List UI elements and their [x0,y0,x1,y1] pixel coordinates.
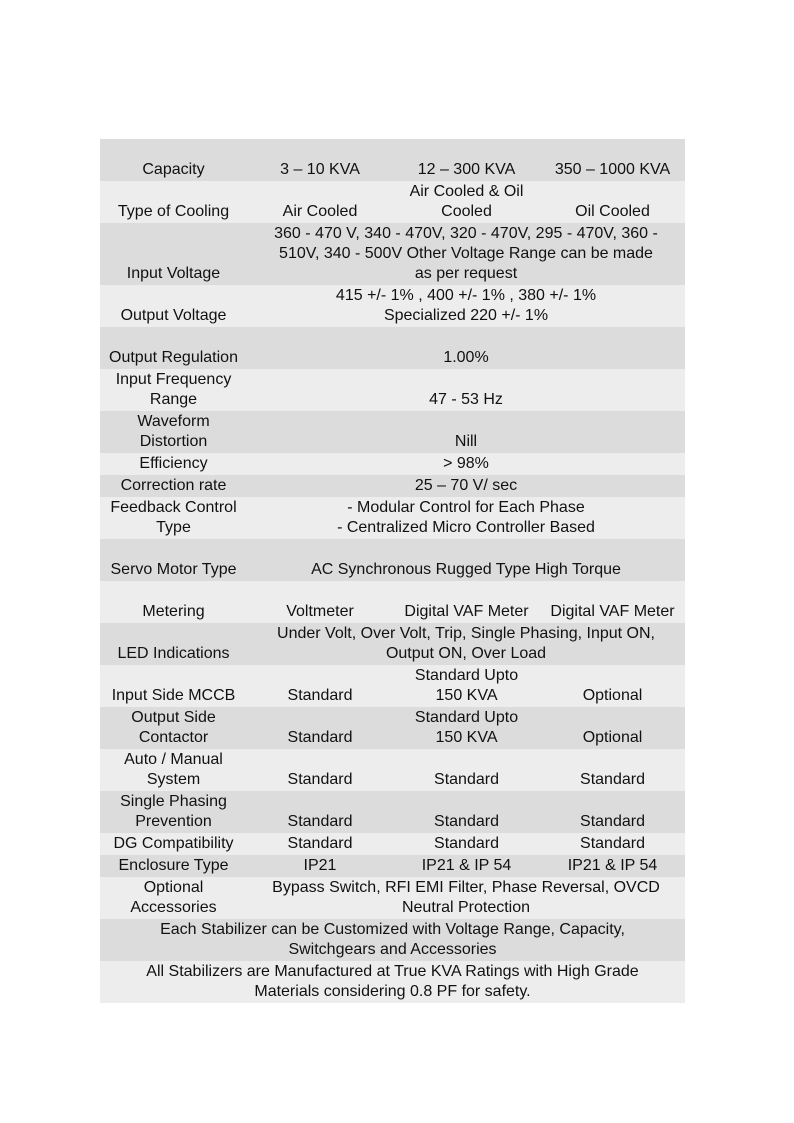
cell-3-10kva: IP21 [303,857,337,874]
row-label: Input Voltage [126,265,221,282]
row-optional-accessories [100,877,685,919]
row-label: DG Compatibility [113,835,234,852]
row-label: Output Voltage [120,307,227,324]
row-value: 360 - 470 V, 340 - 470V, 320 - 470V, 295 - 470V, 360 - 510V, 340 - 500V Other Voltage Range can be made as per request [274,225,658,282]
specifications-table [100,139,685,1003]
row-label: Type of Cooling [117,203,230,220]
kva-rating-note: All Stabilizers are Manufactured at True KVA Ratings with High Grade Materials considering 0.8 PF for safety. [146,963,639,1000]
row-input-frequency-range [100,369,685,411]
cell-12-300kva: IP21 & IP 54 [421,857,512,874]
row-waveform-distortion [100,411,685,453]
cell-350-1000kva: Oil Cooled [575,203,650,220]
row-customization-note [100,919,685,961]
row-kva-rating-note [100,961,685,1003]
row-value: 1.00% [443,349,489,366]
cell-12-300kva: Air Cooled & Oil Cooled [409,183,524,220]
row-type-of-cooling [100,181,685,223]
row-output-regulation [100,327,685,369]
row-label: Efficiency [139,455,208,472]
row-label: Waveform Distortion [137,413,210,450]
row-input-side-mccb [100,665,685,707]
row-label: Single Phasing Prevention [120,793,227,830]
row-correction-rate [100,475,685,497]
row-enclosure-type [100,855,685,877]
cell-350-1000kva: 350 – 1000 KVA [554,161,671,178]
cell-3-10kva: Air Cooled [282,203,358,220]
row-value: Bypass Switch, RFI EMI Filter, Phase Reversal, OVCD Neutral Protection [272,879,660,916]
cell-350-1000kva: Optional [582,687,643,704]
cell-12-300kva: Standard [434,813,499,830]
row-value: Under Volt, Over Volt, Trip, Single Phasing, Input ON, Output ON, Over Load [277,625,655,662]
row-label: Servo Motor Type [110,561,237,578]
cell-350-1000kva: Standard [580,835,645,852]
row-label: Capacity [142,161,205,178]
row-capacity [100,139,685,181]
row-label: Input Side MCCB [111,687,236,704]
row-value: 25 – 70 V/ sec [414,477,518,494]
row-value: 47 - 53 Hz [429,391,503,408]
cell-12-300kva: Standard [434,771,499,788]
row-value: Nill [454,433,478,450]
row-value: > 98% [443,455,489,472]
row-output-side-contactor [100,707,685,749]
row-label: Output Side Contactor [131,709,216,746]
cell-350-1000kva: Standard [580,771,645,788]
cell-12-300kva: 12 – 300 KVA [417,161,516,178]
cell-12-300kva: Standard Upto 150 KVA [414,667,519,704]
row-label: Optional Accessories [130,879,217,916]
row-value: AC Synchronous Rugged Type High Torque [311,561,621,578]
row-label: Auto / Manual System [124,751,223,788]
row-feedback-control-type [100,497,685,539]
row-input-voltage [100,223,685,285]
cell-350-1000kva: Optional [582,729,643,746]
row-servo-motor-type [100,539,685,581]
cell-3-10kva: Standard [287,835,353,852]
cell-350-1000kva: IP21 & IP 54 [567,857,658,874]
cell-350-1000kva: Digital VAF Meter [550,603,675,620]
row-led-indications [100,623,685,665]
row-label: Enclosure Type [118,857,229,874]
row-label: Metering [142,603,205,620]
cell-3-10kva: Standard [287,729,353,746]
customization-note: Each Stabilizer can be Customized with Voltage Range, Capacity, Switchgears and Accessories [160,921,625,958]
row-label: Feedback Control Type [110,499,237,536]
row-value: - Modular Control for Each Phase - Centralized Micro Controller Based [337,499,595,536]
row-label: Input Frequency Range [115,371,232,408]
cell-12-300kva: Standard [434,835,499,852]
row-metering [100,581,685,623]
cell-3-10kva: Standard [287,813,353,830]
cell-3-10kva: Voltmeter [286,603,354,620]
cell-3-10kva: Standard [287,687,353,704]
row-single-phasing-prevention [100,791,685,833]
cell-12-300kva: Standard Upto 150 KVA [414,709,519,746]
row-output-voltage [100,285,685,327]
cell-3-10kva: 3 – 10 KVA [280,161,360,178]
row-auto-manual-system [100,749,685,791]
cell-12-300kva: Digital VAF Meter [404,603,529,620]
row-label: Correction rate [120,477,227,494]
cell-350-1000kva: Standard [580,813,645,830]
cell-3-10kva: Standard [287,771,353,788]
row-value: 415 +/- 1% , 400 +/- 1% , 380 +/- 1% Specialized 220 +/- 1% [335,287,597,324]
row-efficiency [100,453,685,475]
row-label: Output Regulation [109,349,238,366]
row-label: LED Indications [117,645,230,662]
row-dg-compatibility [100,833,685,855]
